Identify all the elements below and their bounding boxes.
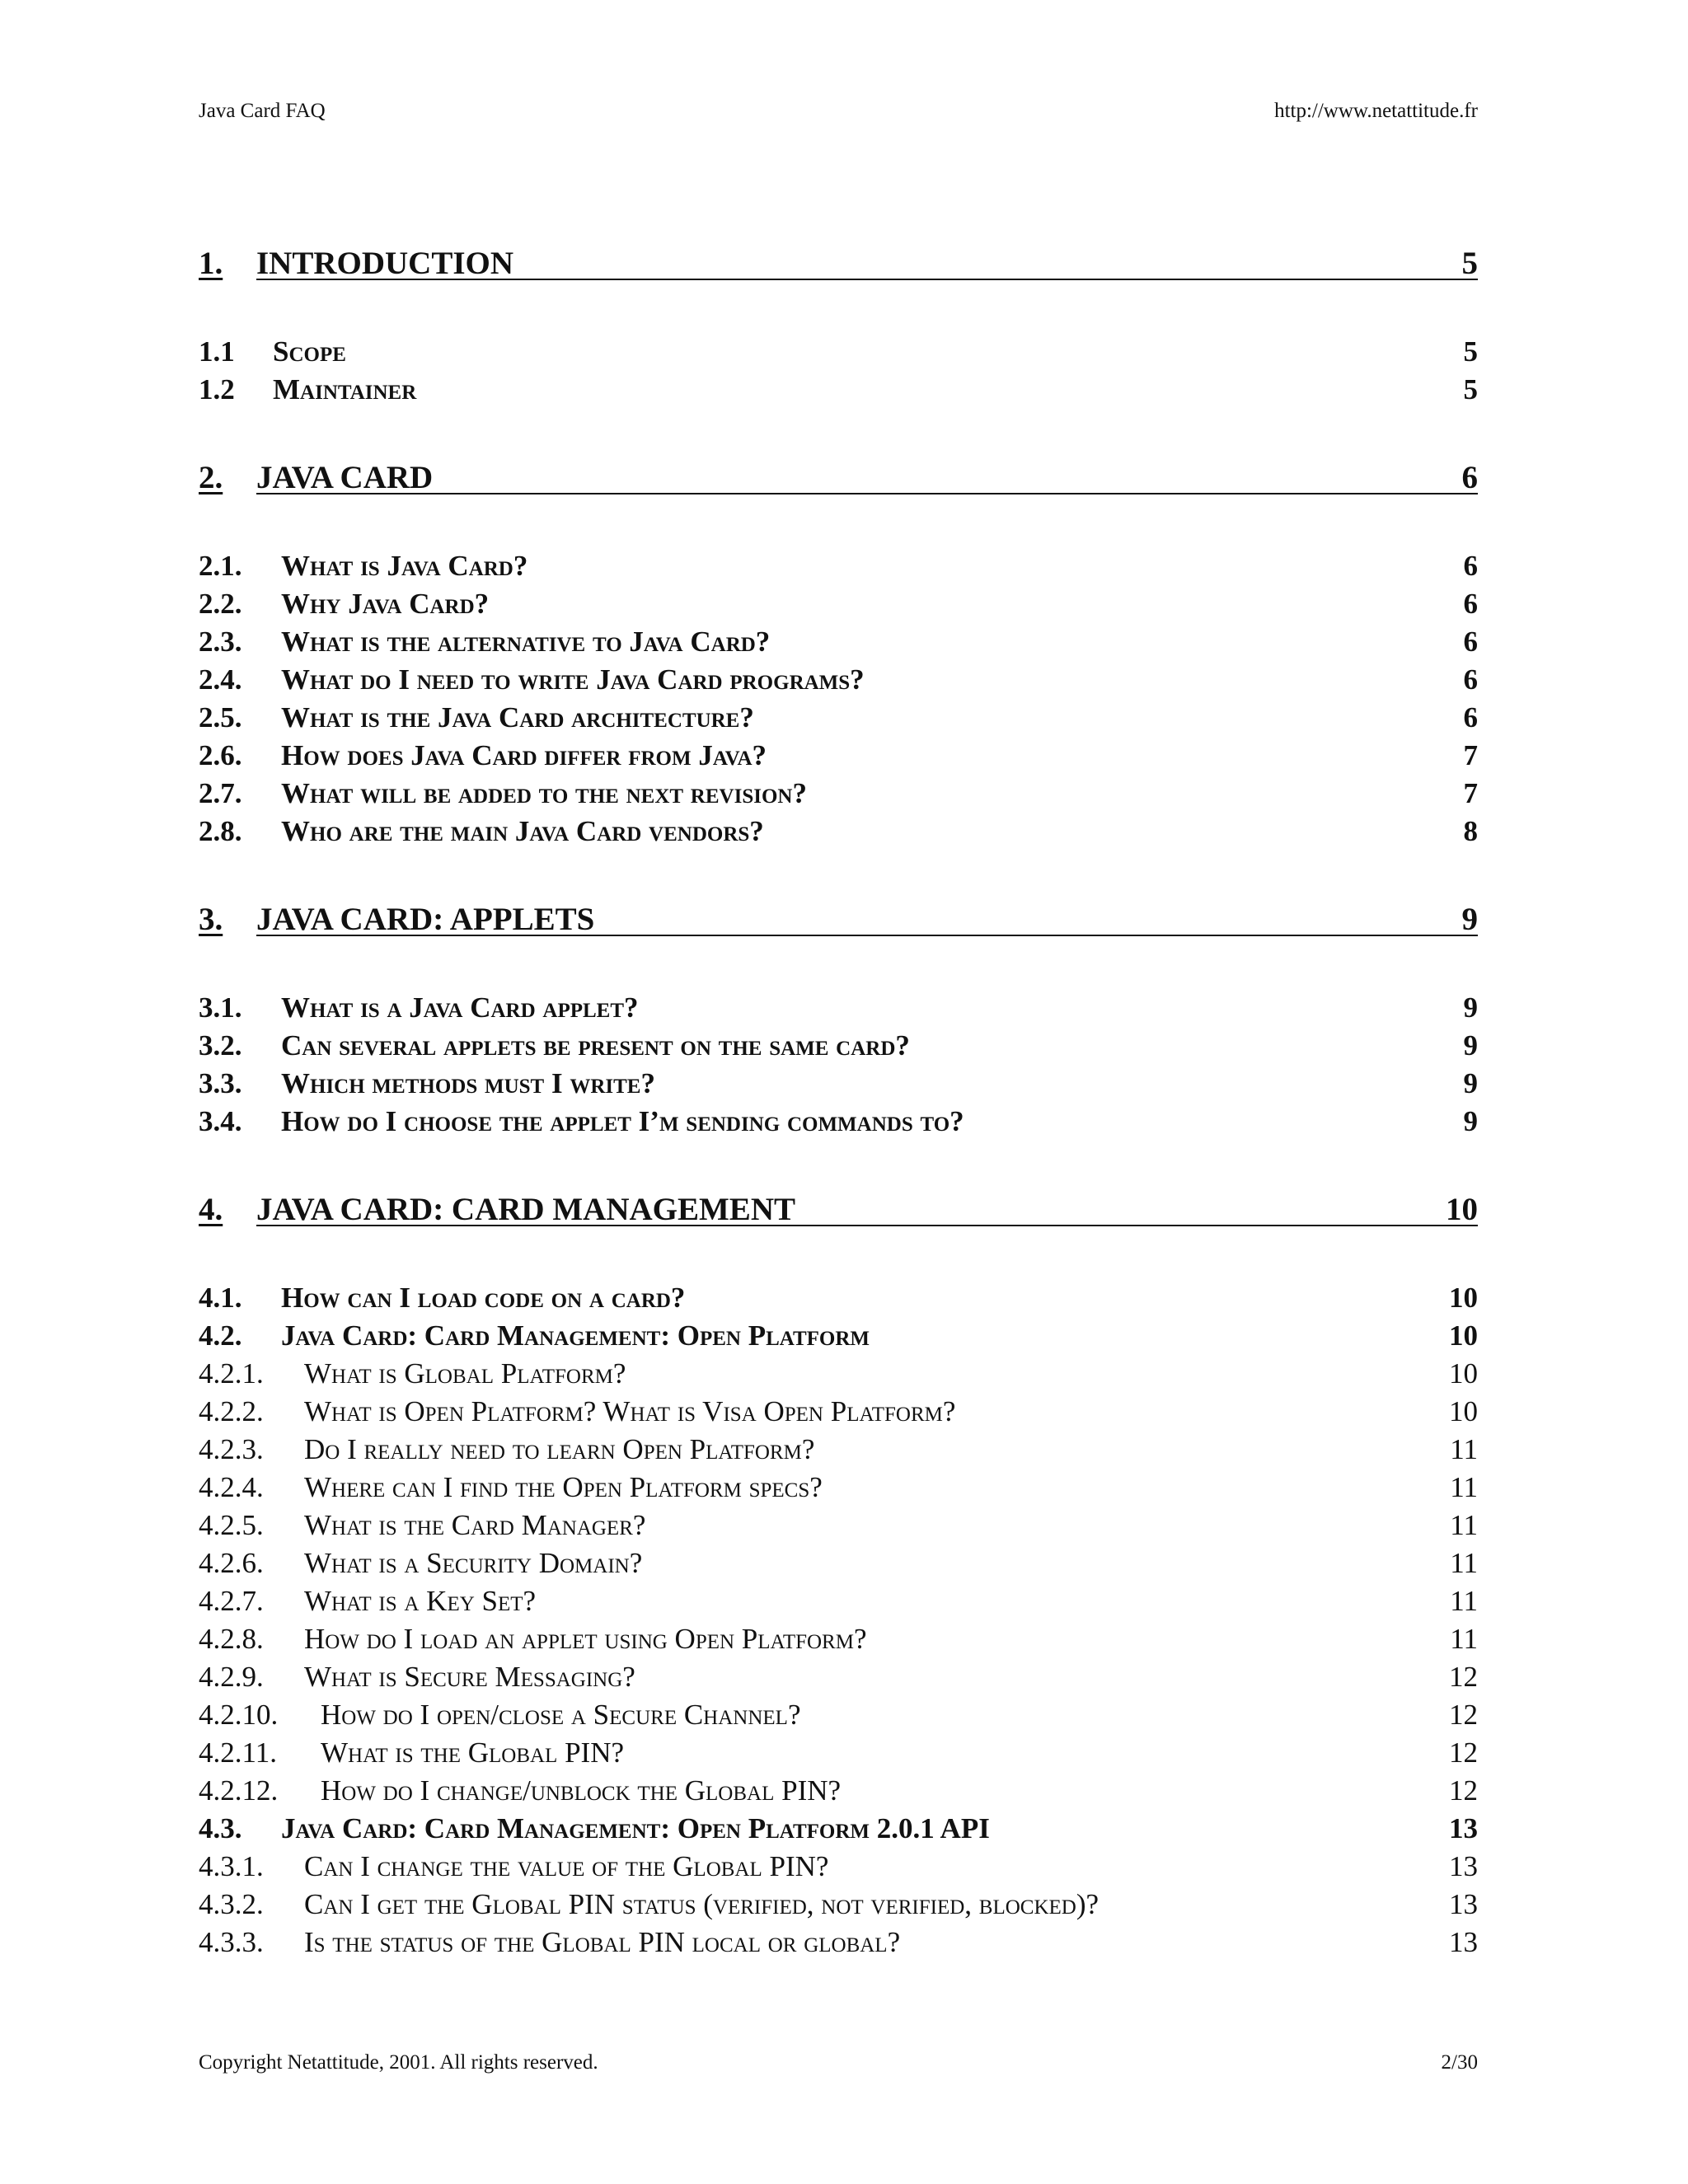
toc-title: What will be added to the next revision? xyxy=(281,777,807,809)
toc-entry-4-2-12[interactable] xyxy=(199,1773,1478,1809)
toc-title: What is a Security Domain? xyxy=(304,1547,643,1579)
toc-entry-4-3-3[interactable] xyxy=(199,1924,1478,1961)
toc-title: Can several applets be present on the same card? xyxy=(281,1029,910,1062)
toc-number: 4.2.11. xyxy=(199,1736,277,1769)
toc-title: Why Java Card? xyxy=(281,588,490,620)
toc-page: 13 xyxy=(1449,1850,1478,1882)
toc-page: 9 xyxy=(1463,991,1478,1024)
footer-copyright: Copyright Netattitude, 2001. All rights reserved. xyxy=(199,2051,598,2074)
toc-page: 6 xyxy=(1463,626,1478,658)
toc-number: 2.5. xyxy=(199,701,242,733)
toc-page: 5 xyxy=(1463,335,1478,368)
toc-number: 4.2.8. xyxy=(199,1623,264,1655)
toc-number: 3. xyxy=(199,902,223,937)
toc-entry-3-3[interactable] xyxy=(199,1066,1478,1102)
toc-number: 4.2.1. xyxy=(199,1357,264,1390)
toc-title: What is a Key Set? xyxy=(304,1585,537,1617)
toc-title: How does Java Card differ from Java? xyxy=(281,739,767,771)
toc-number: 4.3.2. xyxy=(199,1888,264,1920)
toc-entry-4-3-2[interactable] xyxy=(199,1886,1478,1923)
toc-title: What is the alternative to Java Card? xyxy=(281,626,771,658)
toc-entry-4-2-11[interactable] xyxy=(199,1735,1478,1771)
toc-page: 10 xyxy=(1449,1357,1478,1390)
toc-entry-4-2-2[interactable] xyxy=(199,1394,1478,1430)
toc-entry-3-4[interactable] xyxy=(199,1104,1478,1140)
toc-number: 4.2.10. xyxy=(199,1699,279,1731)
toc-title: How do I change/unblock the Global PIN? xyxy=(321,1774,842,1807)
toc-title: Do I really need to learn Open Platform? xyxy=(304,1433,815,1465)
toc-number: 4.2.9. xyxy=(199,1661,264,1693)
toc-entry-4-3[interactable] xyxy=(199,1811,1478,1847)
toc-title: What is the Card Manager? xyxy=(304,1509,646,1541)
toc-page: 13 xyxy=(1449,1926,1478,1958)
toc-page: 6 xyxy=(1463,663,1478,696)
toc-number: 1. xyxy=(199,246,223,281)
toc-page: 12 xyxy=(1449,1699,1478,1731)
toc-number: 4.2.3. xyxy=(199,1433,264,1465)
running-header-url[interactable]: http://www.netattitude.fr xyxy=(1274,100,1478,122)
toc-entry-4-3-1[interactable] xyxy=(199,1849,1478,1885)
toc-chapter-1[interactable] xyxy=(199,244,1478,284)
toc-number: 4.3. xyxy=(199,1812,242,1844)
toc-number: 4.2.4. xyxy=(199,1471,264,1503)
toc-number: 4.1. xyxy=(199,1282,242,1314)
toc-page: 7 xyxy=(1463,739,1478,771)
toc-page: 11 xyxy=(1450,1547,1478,1579)
toc-entry-1-2[interactable] xyxy=(199,372,1478,408)
toc-number: 4.2.5. xyxy=(199,1509,264,1541)
toc-entry-2-4[interactable] xyxy=(199,662,1478,698)
toc-title: Java Card: Card Management: Open Platform xyxy=(281,1319,870,1352)
toc-title: Which methods must I write? xyxy=(281,1067,655,1099)
toc-number: 4.2.12. xyxy=(199,1774,279,1807)
toc-page: 10 xyxy=(1449,1319,1478,1352)
toc-title: Can I change the value of the Global PIN? xyxy=(304,1850,829,1882)
toc-page: 12 xyxy=(1449,1661,1478,1693)
toc-number: 2.2. xyxy=(199,588,242,620)
toc-number: 4.2.6. xyxy=(199,1547,264,1579)
toc-page: 13 xyxy=(1449,1888,1478,1920)
toc-page: 11 xyxy=(1450,1471,1478,1503)
toc-number: 4.2.2. xyxy=(199,1395,264,1427)
toc-title: What is a Java Card applet? xyxy=(281,991,639,1024)
toc-entry-4-2-7[interactable] xyxy=(199,1583,1478,1619)
toc-entry-2-6[interactable] xyxy=(199,738,1478,774)
toc-title: What is Global Platform? xyxy=(304,1357,626,1390)
footer-page-number: 2/30 xyxy=(1441,2051,1478,2074)
toc-title: What is Secure Messaging? xyxy=(304,1661,635,1693)
toc-entry-3-2[interactable] xyxy=(199,1028,1478,1064)
toc-number: 4.2.7. xyxy=(199,1585,264,1617)
toc-number: 2. xyxy=(199,460,223,495)
toc-page: 11 xyxy=(1450,1623,1478,1655)
toc-page: 6 xyxy=(1463,701,1478,733)
toc-entry-4-2-9[interactable] xyxy=(199,1659,1478,1695)
toc-number: 2.4. xyxy=(199,663,242,696)
toc-number: 2.6. xyxy=(199,739,242,771)
toc-title: INTRODUCTION xyxy=(256,246,514,281)
toc-page: 5 xyxy=(1461,246,1478,281)
toc-number: 2.7. xyxy=(199,777,242,809)
toc-page: 8 xyxy=(1463,815,1478,847)
toc-title: How do I choose the applet I’m sending commands to? xyxy=(281,1105,964,1137)
toc-number: 3.2. xyxy=(199,1029,242,1062)
toc-title: What is Open Platform? What is Visa Open Platform? xyxy=(304,1395,956,1427)
toc-page: 12 xyxy=(1449,1774,1478,1807)
toc-entry-2-3[interactable] xyxy=(199,624,1478,660)
toc-page: 11 xyxy=(1450,1509,1478,1541)
toc-chapter-4[interactable] xyxy=(199,1190,1478,1230)
toc-number: 3.1. xyxy=(199,991,242,1024)
toc-entry-4-2-5[interactable] xyxy=(199,1507,1478,1544)
toc-number: 3.3. xyxy=(199,1067,242,1099)
toc-number: 1.2 xyxy=(199,373,235,405)
toc-chapter-2[interactable] xyxy=(199,458,1478,498)
toc-title: How do I load an applet using Open Platform? xyxy=(304,1623,867,1655)
toc-page: 11 xyxy=(1450,1585,1478,1617)
toc-page: 10 xyxy=(1449,1395,1478,1427)
toc-entry-2-1[interactable] xyxy=(199,548,1478,584)
toc-page: 10 xyxy=(1446,1192,1478,1227)
toc-page: 13 xyxy=(1449,1812,1478,1844)
toc-page: 6 xyxy=(1461,460,1478,495)
toc-page: 5 xyxy=(1463,373,1478,405)
running-header-title: Java Card FAQ xyxy=(199,100,326,122)
toc-number: 3.4. xyxy=(199,1105,242,1137)
toc-entry-4-2-4[interactable] xyxy=(199,1469,1478,1506)
toc-title: Where can I find the Open Platform specs? xyxy=(304,1471,823,1503)
toc-title: Scope xyxy=(273,335,346,368)
toc-number: 4.2. xyxy=(199,1319,242,1352)
toc-number: 4. xyxy=(199,1192,223,1227)
toc-title: Is the status of the Global PIN local or global? xyxy=(304,1926,901,1958)
toc-entry-2-2[interactable] xyxy=(199,586,1478,622)
toc-title: How do I open/close a Secure Channel? xyxy=(321,1699,801,1731)
toc-entry-4-2-8[interactable] xyxy=(199,1621,1478,1657)
toc-entry-1-1[interactable] xyxy=(199,334,1478,370)
toc-title: What is the Java Card architecture? xyxy=(281,701,754,733)
toc-entry-2-8[interactable] xyxy=(199,813,1478,850)
toc-page: 12 xyxy=(1449,1736,1478,1769)
toc-title: What is Java Card? xyxy=(281,550,528,582)
table-of-contents xyxy=(199,0,1478,2184)
toc-page: 6 xyxy=(1463,588,1478,620)
toc-page: 9 xyxy=(1463,1029,1478,1062)
toc-entry-4-2-10[interactable] xyxy=(199,1697,1478,1733)
toc-title: Can I get the Global PIN status (verified, not verified, blocked)? xyxy=(304,1888,1100,1920)
toc-page: 11 xyxy=(1450,1433,1478,1465)
toc-number: 2.1. xyxy=(199,550,242,582)
toc-title: Who are the main Java Card vendors? xyxy=(281,815,764,847)
toc-page: 6 xyxy=(1463,550,1478,582)
toc-chapter-3[interactable] xyxy=(199,900,1478,940)
toc-entry-4-2[interactable] xyxy=(199,1318,1478,1354)
toc-title: What is the Global PIN? xyxy=(321,1736,625,1769)
toc-title: JAVA CARD: CARD MANAGEMENT xyxy=(256,1192,795,1227)
toc-entry-4-2-1[interactable] xyxy=(199,1356,1478,1392)
toc-title: How can I load code on a card? xyxy=(281,1282,686,1314)
toc-entry-3-1[interactable] xyxy=(199,990,1478,1026)
toc-title: What do I need to write Java Card programs? xyxy=(281,663,865,696)
toc-page: 7 xyxy=(1463,777,1478,809)
toc-page: 10 xyxy=(1449,1282,1478,1314)
toc-number: 2.8. xyxy=(199,815,242,847)
toc-page: 9 xyxy=(1463,1067,1478,1099)
toc-entry-4-2-3[interactable] xyxy=(199,1432,1478,1468)
toc-page: 9 xyxy=(1461,902,1478,937)
toc-number: 1.1 xyxy=(199,335,235,368)
toc-number: 4.3.3. xyxy=(199,1926,264,1958)
toc-title: JAVA CARD: APPLETS xyxy=(256,902,595,937)
toc-number: 4.3.1. xyxy=(199,1850,264,1882)
toc-number: 2.3. xyxy=(199,626,242,658)
toc-page: 9 xyxy=(1463,1105,1478,1137)
toc-entry-4-2-6[interactable] xyxy=(199,1545,1478,1582)
toc-title: Maintainer xyxy=(273,373,417,405)
toc-entry-2-7[interactable] xyxy=(199,776,1478,812)
toc-entry-4-1[interactable] xyxy=(199,1280,1478,1316)
toc-entry-2-5[interactable] xyxy=(199,700,1478,736)
toc-title: Java Card: Card Management: Open Platform 2.0.1 API xyxy=(281,1812,990,1844)
toc-title: JAVA CARD xyxy=(256,460,434,495)
